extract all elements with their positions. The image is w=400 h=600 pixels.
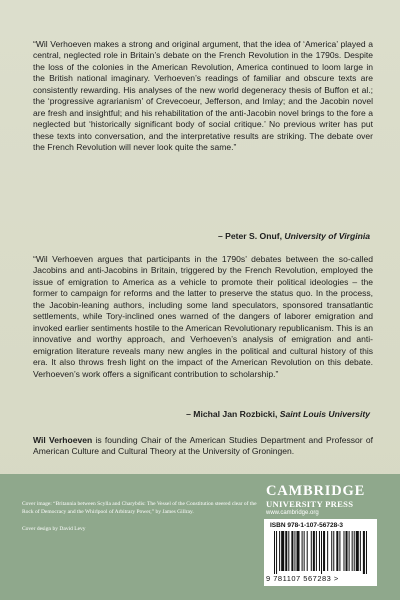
barcode-bar — [304, 531, 305, 571]
barcode-bar — [354, 531, 355, 571]
publisher-name: CAMBRIDGE — [266, 483, 366, 499]
barcode-bar — [274, 531, 275, 574]
barcode-bar — [276, 531, 277, 574]
endorser-name: – Peter S. Onuf, — [217, 231, 282, 241]
barcode-bar — [327, 531, 328, 571]
endorsement-attribution-1 — [218, 231, 370, 241]
author-bio-text: is founding Chair of the American Studies Department and Professor of American Culture and Cultural Theory at the University of Groningen. — [33, 435, 373, 457]
barcode-panel — [264, 519, 377, 586]
barcode-bar — [294, 531, 295, 571]
barcode-bar — [302, 531, 303, 571]
barcode-bar — [366, 531, 367, 574]
barcode-bar — [321, 531, 322, 574]
endorsement-attribution-2 — [186, 409, 370, 419]
barcode-icon — [274, 531, 368, 574]
barcode-bar — [356, 531, 359, 571]
endorsement-quote-1: “Wil Verhoeven makes a strong and original argument, that the idea of ‘America’ played a central, neglected role in Britain’s debate on the French Revolution in the 1790s. Despite the loss of the colonies in the American Revolution, America continued to loom large in the British national imaginary. Verhoeven’s readings of familiar and obscure texts are consistently rewarding. His analyses of the new world degeneracy thesis of Buffon et al.; the ‘progressive agrarianism’ of Crevecoeur, Jefferson, and Imlay; and the Jacobin novel are fresh and insightful; and his rehabilitation of the anti-Jacobin novel brings to the fore a neglected but ‘historically significant body of social critique.’ No previous writer has put these texts into conversation, and the interpretative results are striking. The debate over the French Revolution will never look quite the same.” — [33, 39, 373, 153]
barcode-bar — [360, 531, 361, 571]
barcode-bar — [319, 531, 320, 571]
author-name: Wil Verhoeven — [33, 435, 93, 445]
barcode-bar — [323, 531, 325, 571]
barcode-bar — [363, 531, 365, 574]
publisher-subtitle: UNIVERSITY PRESS — [266, 499, 354, 509]
endorser-institution: University of Virginia — [284, 231, 370, 241]
barcode-bar — [331, 531, 332, 571]
publisher-logo — [266, 484, 376, 518]
barcode-bar — [333, 531, 334, 571]
barcode-bar — [311, 531, 312, 571]
publisher-url: www.cambridge.org — [266, 510, 319, 516]
barcode-bar — [316, 531, 317, 571]
barcode-bar — [288, 531, 289, 571]
barcode-bar — [291, 531, 293, 571]
endorsement-quote-2: “Wil Verhoeven argues that participants in the 1790s’ debates between the so-called Jacobins and anti-Jacobins in Britain, triggered by the French Revolution, employed the issue of emigration to America as a vehicle to promote their political ideologies – the former to campaign for reforms and the latter to preserve the status quo. In the process, the Jacobin-leaning authors, including some land speculators, sponsored transatlantic settlements, while Tory-inclined ones warned of the dangers of laborer emigration and invoked earlier sentiments hostile to the American Revolutionary republicanism. This is an innovative and worthy approach, and Verhoeven’s analysis of emigration and anti-emigration literature reveals many new angles in the political and cultural history of this era. It also throws fresh light on the impact of the American Revolution on this debate. Verhoeven’s work offers a significant contribution to scholarship.” — [33, 254, 373, 379]
author-bio — [33, 435, 373, 458]
isbn-label: ISBN 978-1-107-56728-3 — [270, 522, 343, 529]
barcode-bar — [313, 531, 315, 571]
barcode-bar — [346, 531, 348, 571]
barcode-bar — [281, 531, 284, 571]
barcode-digits: 9 781107 567283 > — [266, 574, 339, 583]
barcode-bar — [352, 531, 353, 571]
barcode-bar — [296, 531, 299, 571]
cover-image-credit: Cover image: “Britannia between Scylla and Charybdis: The Vessel of the Constitution steered clear of the Rock of Democracy and the Whirlpool of Arbitrary Power,” by James Gillray. — [22, 501, 257, 515]
barcode-bar — [343, 531, 344, 571]
barcode-bar — [279, 531, 280, 571]
barcode-bar — [336, 531, 338, 571]
barcode-bar — [339, 531, 340, 571]
barcode-bar — [349, 531, 350, 571]
barcode-bar — [307, 531, 308, 571]
endorser-name: – Michal Jan Rozbicki, — [186, 409, 278, 419]
endorser-institution: Saint Louis University — [279, 409, 370, 419]
cover-design-credit: Cover design by David Levy — [22, 526, 86, 532]
barcode-bar — [285, 531, 287, 571]
